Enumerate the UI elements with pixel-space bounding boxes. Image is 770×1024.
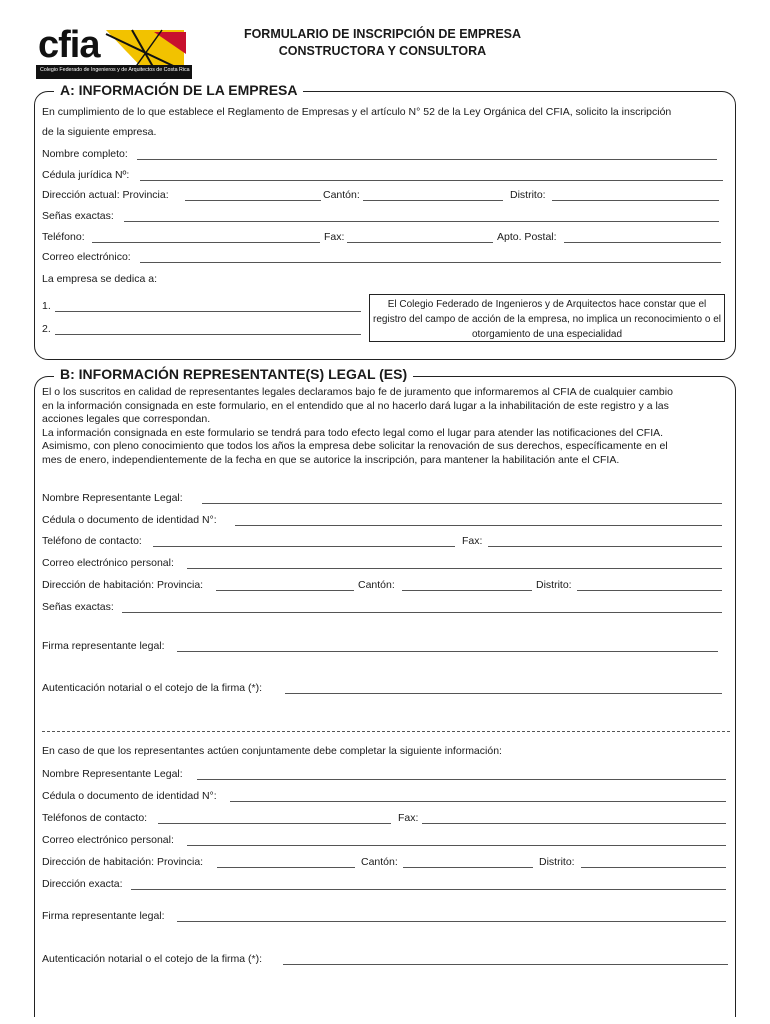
rep2-notary-label: Autenticación notarial o el cotejo de la firma (*): [42, 953, 263, 965]
declaration-line-3: acciones legales que correspondan. [42, 413, 211, 425]
rep-address-province-label: Dirección de habitación: Provincia: [42, 579, 204, 591]
joint-rep-instructions: En caso de que los representantes actúen conjuntamente debe completar la siguiente información: [42, 745, 502, 757]
address-district-field[interactable] [552, 200, 719, 201]
rep2-address-province-field[interactable] [217, 867, 355, 868]
form-title-line2: CONSTRUCTORA Y CONSULTORA [278, 44, 487, 58]
phone-label: Teléfono: [42, 231, 85, 243]
rep2-email-field[interactable] [187, 845, 726, 846]
email-label: Correo electrónico: [42, 251, 131, 263]
rep2-fax-label: Fax: [398, 812, 419, 824]
rep2-address-canton-field[interactable] [403, 867, 533, 868]
address-district-label: Distrito: [510, 189, 546, 201]
rep-id-label: Cédula o documento de identidad N°: [42, 514, 217, 526]
declaration-line-4: La información consignada en este formulario se tendrá para todo efecto legal como el lugar para atender las notificaciones del CFIA. [42, 426, 664, 439]
declaration-line-1: El o los suscritos en calidad de representantes legales declaramos bajo fe de juramento que informaremos al CFIA de cualquier cambio [42, 386, 673, 398]
email-field[interactable] [140, 262, 721, 263]
rep-name-label: Nombre Representante Legal: [42, 492, 183, 504]
rep-email-label: Correo electrónico personal: [42, 557, 174, 569]
rep2-signature-field[interactable] [177, 921, 726, 922]
section-b-declaration [42, 386, 732, 467]
address-province-label: Dirección actual: Provincia: [42, 189, 169, 201]
rep-address-canton-field[interactable] [402, 590, 532, 591]
section-divider [42, 731, 730, 732]
activity-2-field[interactable] [55, 334, 361, 335]
declaration-line-6: mes de enero, independientemente de la fecha en que se autorice la inscripción, para mantener la habilitación ante el CFIA. [42, 453, 620, 466]
rep2-address-district-label: Distrito: [539, 856, 575, 868]
address-canton-label: Cantón: [323, 189, 360, 201]
rep-signature-field[interactable] [177, 651, 718, 652]
rep2-phone-field[interactable] [158, 823, 391, 824]
rep2-address-canton-label: Cantón: [361, 856, 398, 868]
business-activity-label: La empresa se dedica a: [42, 273, 157, 285]
logo-caption: Colegio Federado de Ingenieros y de Arquitectos de Costa Rica [40, 67, 190, 73]
section-a-title: A: INFORMACIÓN DE LA EMPRESA [54, 82, 303, 98]
legal-id-field[interactable] [140, 180, 723, 181]
activity-1-field[interactable] [55, 311, 361, 312]
fax-field[interactable] [347, 242, 493, 243]
phone-field[interactable] [92, 242, 320, 243]
legal-id-label: Cédula jurídica Nº: [42, 169, 130, 181]
exact-address-label: Señas exactas: [42, 210, 114, 222]
rep-notary-label: Autenticación notarial o el cotejo de la firma (*): [42, 682, 263, 694]
rep-phone-label: Teléfono de contacto: [42, 535, 142, 547]
fax-label: Fax: [324, 231, 345, 243]
rep-signature-label: Firma representante legal: [42, 640, 165, 652]
rep2-phone-label: Teléfonos de contacto: [42, 812, 148, 824]
rep-phone-field[interactable] [153, 546, 455, 547]
rep2-name-label: Nombre Representante Legal: [42, 768, 183, 780]
section-a-intro-1: En cumplimiento de lo que establece el Reglamento de Empresas y el artículo N° 52 de la Ley Orgánica del CFIA, solicito la inscripción [42, 106, 672, 118]
rep2-email-label: Correo electrónico personal: [42, 834, 174, 846]
specialty-disclaimer-text: El Colegio Federado de Ingenieros y de Arquitectos hace constar que el registro del campo de acción de la empresa, no implica un reconocimiento o el otorgamiento de una especialidad [373, 299, 721, 340]
rep-address-district-field[interactable] [577, 590, 722, 591]
declaration-line-5: Asimismo, con pleno conocimiento que todos los años la empresa debe solicitar la renovación de sus derechos, específicamente en el [42, 440, 668, 452]
declaration-line-2: en la información consignada en este formulario, en el entendido que al no hacerlo dará lugar a la inhabilitación de este registro y a las [42, 399, 669, 412]
rep-email-field[interactable] [187, 568, 722, 569]
rep-address-canton-label: Cantón: [358, 579, 395, 591]
exact-address-field[interactable] [124, 221, 719, 222]
rep2-address-district-field[interactable] [581, 867, 726, 868]
rep2-exact-address-field[interactable] [131, 889, 726, 890]
rep2-id-label: Cédula o documento de identidad N°: [42, 790, 217, 802]
form-title [200, 26, 565, 60]
rep-address-province-field[interactable] [216, 590, 354, 591]
company-name-label: Nombre completo: [42, 148, 128, 160]
form-title-line1: FORMULARIO DE INSCRIPCIÓN DE EMPRESA [243, 27, 522, 41]
activity-2-label: 2. [42, 323, 51, 335]
rep2-name-field[interactable] [197, 779, 726, 780]
po-box-field[interactable] [564, 242, 721, 243]
rep-fax-field[interactable] [488, 546, 722, 547]
rep-id-field[interactable] [235, 525, 722, 526]
rep-name-field[interactable] [202, 503, 722, 504]
cfia-logo [36, 24, 192, 80]
po-box-label: Apto. Postal: [497, 231, 557, 243]
section-b-title: B: INFORMACIÓN REPRESENTANTE(S) LEGAL (ES) [54, 366, 413, 382]
company-name-field[interactable] [137, 159, 717, 160]
address-canton-field[interactable] [363, 200, 503, 201]
rep-notary-field[interactable] [285, 693, 722, 694]
section-a-intro-2: de la siguiente empresa. [42, 126, 157, 138]
rep2-notary-field[interactable] [283, 964, 728, 965]
address-province-field[interactable] [185, 200, 321, 201]
activity-1-label: 1. [42, 300, 51, 312]
rep-address-district-label: Distrito: [536, 579, 572, 591]
rep2-exact-address-label: Dirección exacta: [42, 878, 123, 890]
rep-exact-address-field[interactable] [122, 612, 722, 613]
rep-fax-label: Fax: [462, 535, 483, 547]
rep2-id-field[interactable] [230, 801, 726, 802]
specialty-disclaimer-box [369, 294, 725, 342]
rep2-address-province-label: Dirección de habitación: Provincia: [42, 856, 204, 868]
rep2-signature-label: Firma representante legal: [42, 910, 165, 922]
rep2-fax-field[interactable] [422, 823, 726, 824]
logo-text: cfia [38, 24, 100, 66]
rep-exact-address-label: Señas exactas: [42, 601, 114, 613]
